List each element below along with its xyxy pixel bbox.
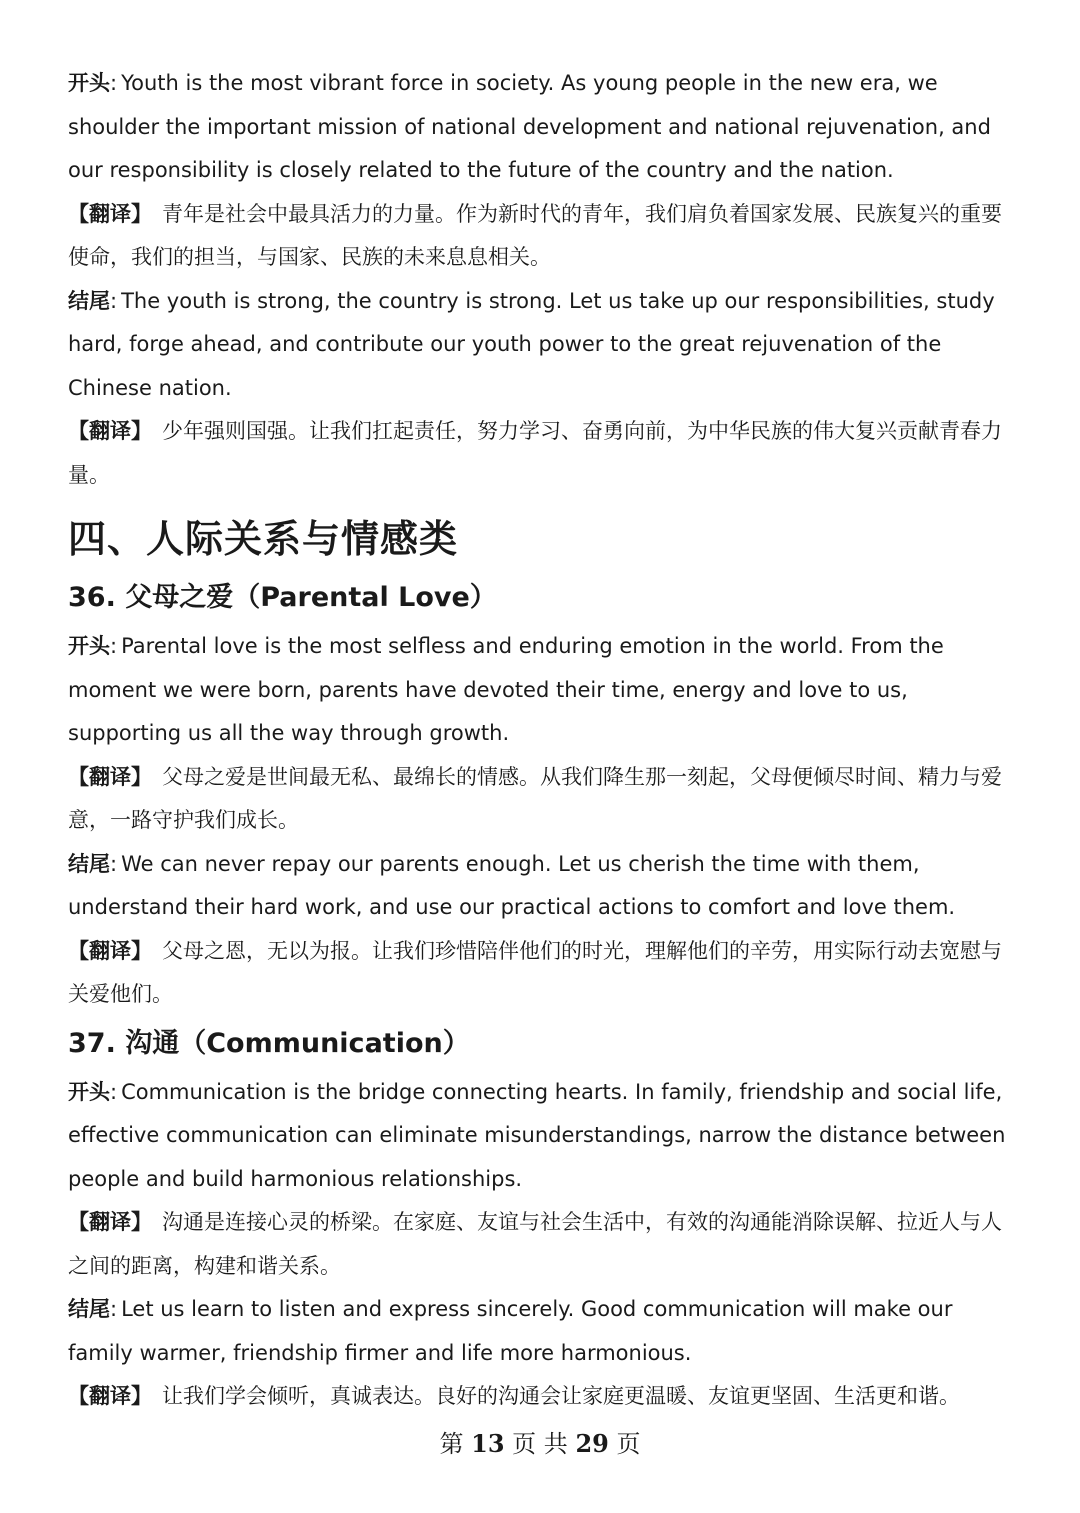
translation-text: 让我们学会倾听，真诚表达。良好的沟通会让家庭更温暖、友谊更坚固、生活更和谐。 (162, 1384, 960, 1408)
closing-label: 结尾 (68, 288, 110, 313)
label-colon: : (110, 634, 118, 658)
total-page-number: 29 (575, 1429, 609, 1458)
document-page (68, 62, 1018, 1419)
page-footer (0, 1424, 1080, 1464)
opening-label: 开头 (68, 634, 110, 658)
opening-paragraph (68, 62, 1018, 193)
opening-text: Parental love is the most selfless and enduring emotion in the world. From the moment we were born, parents have devoted their time, energy and love to us, supporting us all the way through growth. (68, 634, 944, 745)
translation-label: 【翻译】 (68, 1384, 152, 1408)
closing-text: The youth is strong, the country is strong. Let us take up our responsibilities, study hard, forge ahead, and contribute our youth power to the great rejuvenation of the Chinese nation. (68, 288, 995, 400)
translation-text: 沟通是连接心灵的桥梁。在家庭、友谊与社会生活中，有效的沟通能消除误解、拉近人与人之间的距离，构建和谐关系。 (68, 1210, 1002, 1278)
opening-paragraph (68, 1071, 1018, 1202)
label-colon: : (110, 288, 118, 313)
closing-label: 结尾 (68, 851, 110, 876)
footer-middle: 页 共 (512, 1430, 568, 1458)
closing-text: We can never repay our parents enough. Let us cherish the time with them, understand their hard work, and use our practical actions to comfort and love them. (68, 851, 956, 919)
opening-label: 开头 (68, 1079, 110, 1104)
translation-text: 父母之恩，无以为报。让我们珍惜陪伴他们的时光，理解他们的辛劳，用实际行动去宽慰与关爱他们。 (68, 938, 1002, 1006)
topic-title: 36. 父母之爱（Parental Love） (68, 582, 497, 613)
translation-label: 【翻译】 (68, 201, 152, 226)
translation-paragraph (68, 930, 1018, 1017)
closing-label: 结尾 (68, 1297, 110, 1321)
label-colon: : (110, 1079, 118, 1104)
translation-paragraph (68, 756, 1018, 843)
translation-label: 【翻译】 (68, 764, 152, 789)
opening-label: 开头 (68, 71, 110, 95)
label-colon: : (110, 851, 118, 876)
translation-paragraph (68, 1201, 1018, 1288)
translation-text: 青年是社会中最具活力的力量。作为新时代的青年，我们肩负着国家发展、民族复兴的重要使命，我们的担当，与国家、民族的未来息息相关。 (68, 201, 1002, 269)
topic-title: 37. 沟通（Communication） (68, 1027, 470, 1059)
translation-label: 【翻译】 (68, 938, 152, 963)
opening-text: Communication is the bridge connecting hearts. In family, friendship and social life, effective communication can eliminate misunderstandings, narrow the distance between people and build harmonious relationships. (68, 1079, 1006, 1191)
translation-label: 【翻译】 (68, 419, 152, 443)
footer-prefix: 第 (439, 1430, 464, 1458)
translation-paragraph (68, 1375, 1018, 1419)
translation-paragraph (68, 410, 1018, 497)
current-page-number: 13 (471, 1429, 505, 1458)
translation-text: 少年强则国强。让我们扛起责任，努力学习、奋勇向前，为中华民族的伟大复兴贡献青春力量。 (68, 419, 1002, 487)
translation-text: 父母之爱是世间最无私、最绵长的情感。从我们降生那一刻起，父母便倾尽时间、精力与爱意，一路守护我们成长。 (68, 764, 1002, 832)
translation-label: 【翻译】 (68, 1210, 152, 1234)
footer-suffix: 页 (616, 1430, 641, 1458)
label-colon: : (110, 1297, 118, 1321)
closing-paragraph (68, 843, 1018, 930)
section-title: 四、人际关系与情感类 (68, 517, 459, 561)
closing-paragraph (68, 280, 1018, 411)
opening-text: Youth is the most vibrant force in society. As young people in the new era, we shoulder the important mission of national development and national rejuvenation, and our responsibility is closely related to the future of the country and the nation. (68, 71, 991, 182)
label-colon: : (110, 71, 118, 95)
closing-text: Let us learn to listen and express sincerely. Good communication will make our family warmer, friendship firmer and life more harmonious. (68, 1297, 953, 1365)
translation-paragraph (68, 193, 1018, 280)
opening-paragraph (68, 625, 1018, 756)
closing-paragraph (68, 1288, 1018, 1375)
